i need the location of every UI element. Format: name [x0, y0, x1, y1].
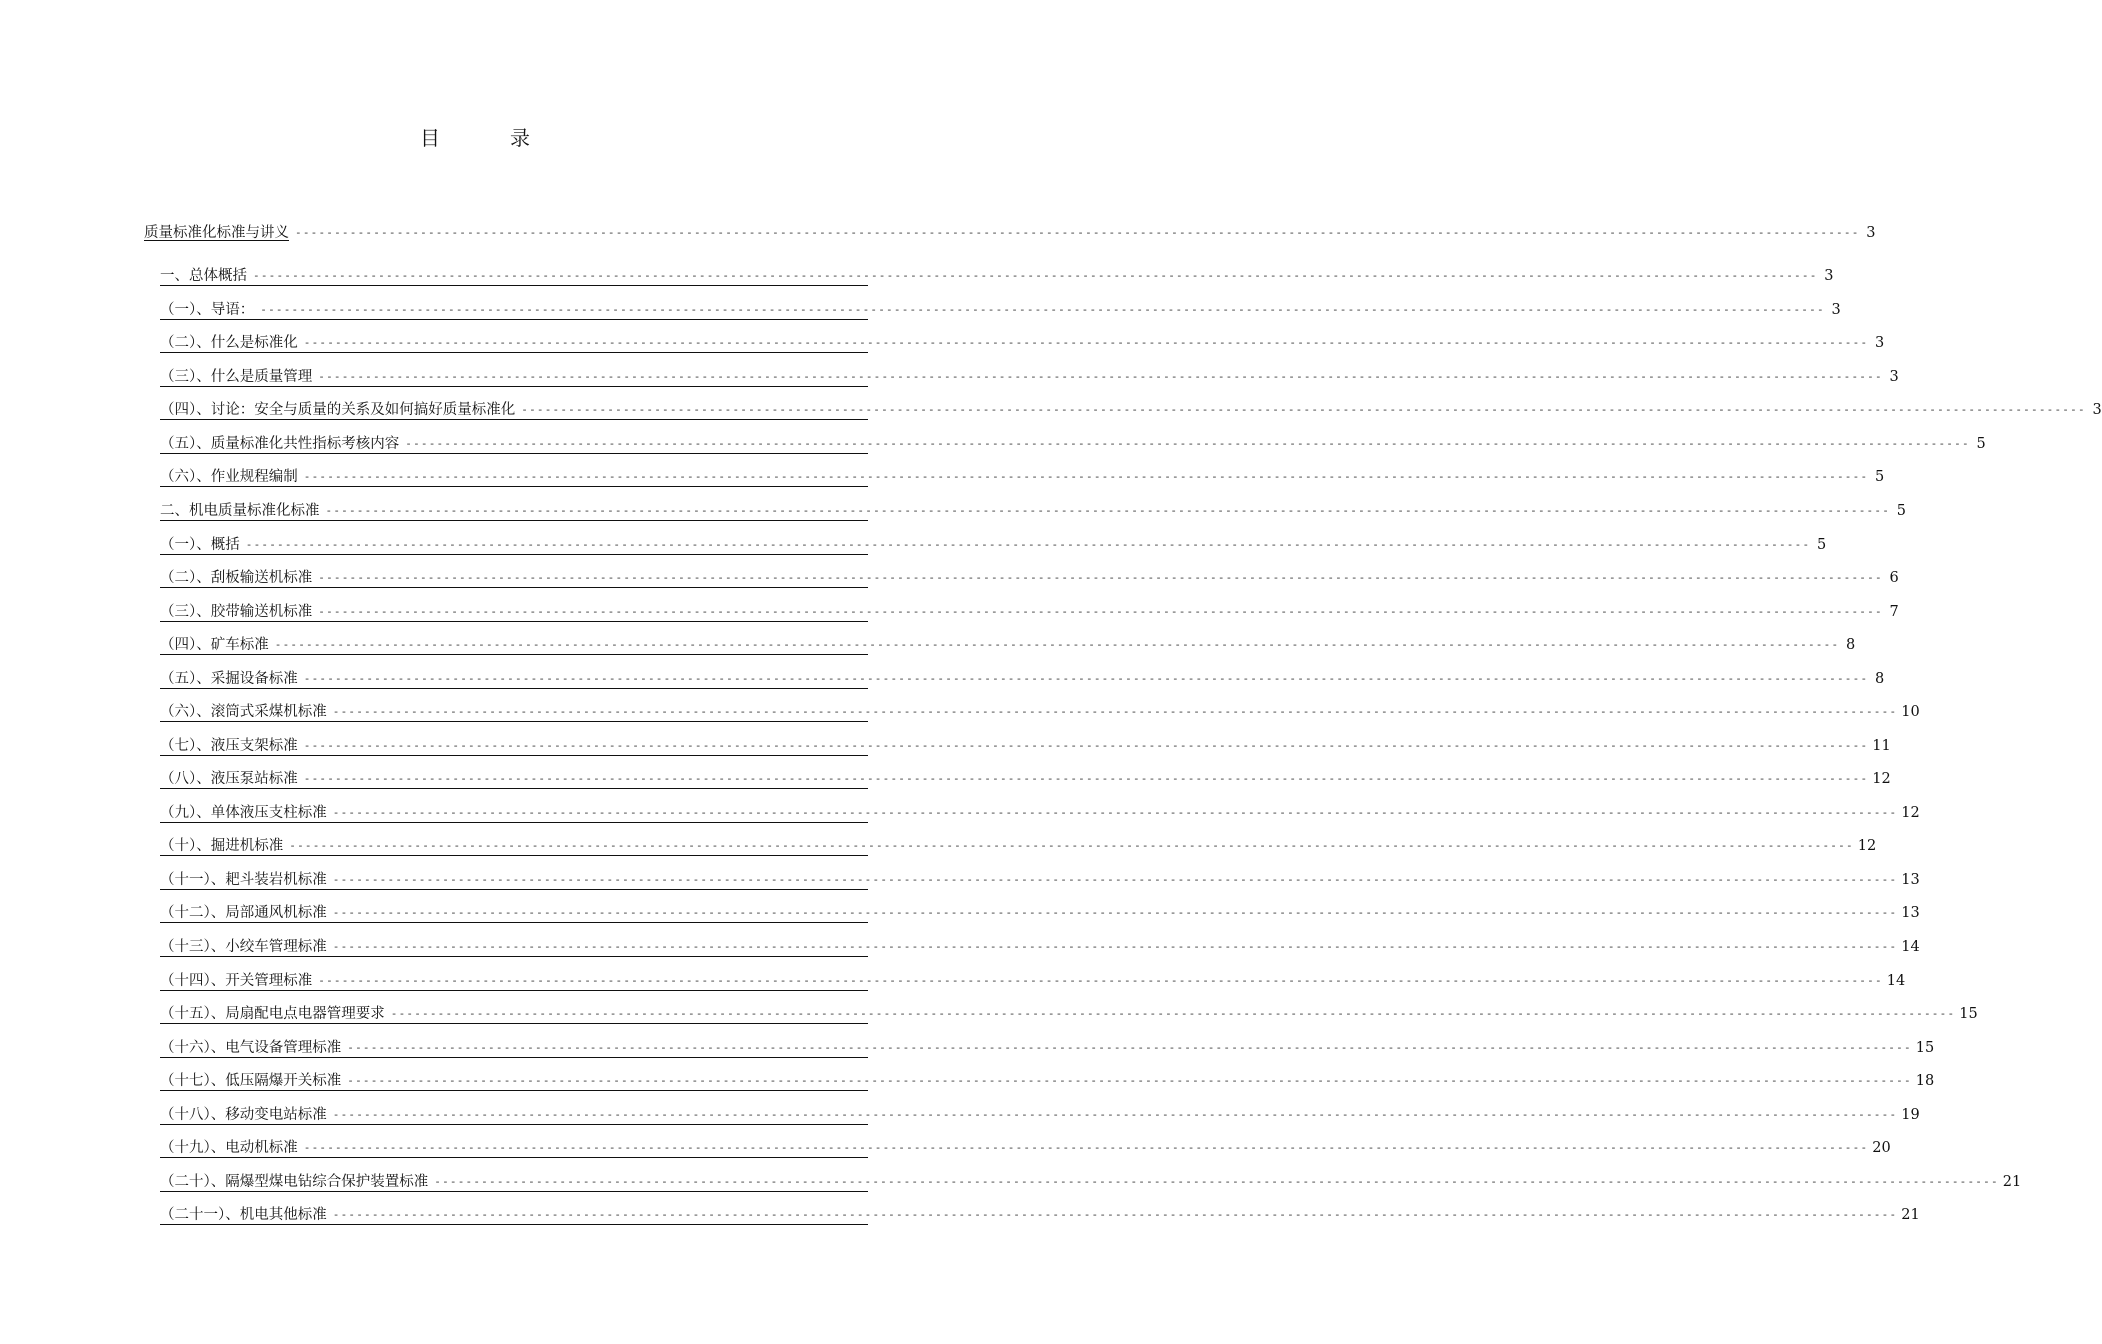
toc-leader-dashes: -------------------------------------------------------------------------------------------------------------------------------------------------------------------------------------------------------- — [289, 839, 1854, 852]
toc-entry-label: （七）、液压支架标准 — [160, 738, 298, 754]
toc-entry[interactable] — [160, 699, 1920, 722]
toc-entry-label: （四）、矿车标准 — [160, 637, 269, 653]
toc-entry[interactable] — [160, 1001, 1978, 1024]
toc-leader-dashes: -------------------------------------------------------------------------------------------------------------------------------------------------------------------------------------------------------- — [390, 1007, 1956, 1020]
toc-leader-dashes: -------------------------------------------------------------------------------------------------------------------------------------------------------------------------------------------------------- — [303, 470, 1869, 483]
toc-entry-label: （一）、概括 — [160, 537, 240, 553]
toc-page-number: 14 — [1886, 973, 1906, 989]
toc-page-number: 5 — [1875, 469, 1885, 485]
toc-entry[interactable] — [160, 532, 1827, 555]
toc-leader-dashes: -------------------------------------------------------------------------------------------------------------------------------------------------------------------------------------------------------- — [318, 571, 1883, 584]
toc-leader-dashes: -------------------------------------------------------------------------------------------------------------------------------------------------------------------------------------------------------- — [303, 672, 1869, 685]
toc-entry-label: （二十一）、机电其他标准 — [160, 1207, 327, 1223]
toc-entry-label: 二、机电质量标准化标准 — [160, 503, 320, 519]
toc-entry-label: 一、总体概括 — [160, 268, 247, 284]
toc-page-number: 5 — [1817, 537, 1827, 553]
toc-entry-label: （十三）、小绞车管理标准 — [160, 939, 327, 955]
toc-leader-dashes: -------------------------------------------------------------------------------------------------------------------------------------------------------------------------------------------------------- — [347, 1074, 1912, 1087]
toc-entry[interactable] — [160, 666, 1885, 689]
toc-entry[interactable] — [160, 867, 1920, 890]
toc-leader-dashes: -------------------------------------------------------------------------------------------------------------------------------------------------------------------------------------------------------- — [332, 705, 1898, 718]
toc-entry-label: （十八）、移动变电站标准 — [160, 1107, 327, 1123]
toc-entry-label: （九）、单体液压支柱标准 — [160, 805, 327, 821]
toc-page-number: 19 — [1901, 1107, 1920, 1123]
toc-page-number: 15 — [1915, 1040, 1935, 1056]
toc-leader-dashes: -------------------------------------------------------------------------------------------------------------------------------------------------------------------------------------------------------- — [332, 873, 1898, 886]
toc-leader-dashes: -------------------------------------------------------------------------------------------------------------------------------------------------------------------------------------------------------- — [332, 1108, 1898, 1121]
title-char-2: 录 — [510, 126, 530, 150]
toc-leader-dashes: -------------------------------------------------------------------------------------------------------------------------------------------------------------------------------------------------------- — [274, 638, 1840, 651]
toc-entry[interactable] — [160, 263, 1834, 286]
toc-entry[interactable] — [160, 1035, 1935, 1058]
toc-leader-dashes: -------------------------------------------------------------------------------------------------------------------------------------------------------------------------------------------------------- — [253, 269, 1818, 282]
toc-leader-dashes: -------------------------------------------------------------------------------------------------------------------------------------------------------------------------------------------------------- — [295, 226, 1860, 239]
toc-leader-dashes: -------------------------------------------------------------------------------------------------------------------------------------------------------------------------------------------------------- — [318, 370, 1883, 383]
toc-entry-label: （十七）、低压隔爆开关标准 — [160, 1073, 342, 1089]
toc-leader-dashes: -------------------------------------------------------------------------------------------------------------------------------------------------------------------------------------------------------- — [303, 1141, 1869, 1154]
toc-entry[interactable] — [160, 1102, 1920, 1125]
toc-page-number: 3 — [2092, 402, 2102, 418]
toc-page-number: 3 — [1889, 369, 1899, 385]
toc-entry[interactable] — [160, 1135, 1891, 1158]
toc-page-number: 21 — [1901, 1207, 1920, 1223]
toc-leader-dashes: -------------------------------------------------------------------------------------------------------------------------------------------------------------------------------------------------------- — [347, 1041, 1912, 1054]
toc-page-number: 12 — [1872, 771, 1891, 787]
toc-leader-dashes: -------------------------------------------------------------------------------------------------------------------------------------------------------------------------------------------------------- — [318, 974, 1883, 987]
toc-entry[interactable] — [160, 297, 1841, 320]
toc-page-number: 13 — [1901, 872, 1920, 888]
toc-page-number: 5 — [1976, 436, 1986, 452]
toc-page-number: 12 — [1857, 838, 1877, 854]
toc-page-number: 8 — [1846, 637, 1856, 653]
toc-entry[interactable] — [160, 1202, 1920, 1225]
toc-entry[interactable] — [160, 565, 1899, 588]
toc-page-number: 21 — [2002, 1174, 2022, 1190]
toc-entry-label: （八）、液压泵站标准 — [160, 771, 298, 787]
toc-entry-label: 质量标准化标准与讲义 — [144, 225, 289, 241]
toc-entry-label: （一）、导语： — [160, 302, 255, 318]
toc-entry[interactable] — [160, 968, 1906, 991]
toc-entry[interactable] — [160, 833, 1877, 856]
toc-entry[interactable] — [160, 397, 2102, 420]
toc-page-number: 10 — [1901, 704, 1920, 720]
toc-leader-dashes: -------------------------------------------------------------------------------------------------------------------------------------------------------------------------------------------------------- — [260, 303, 1825, 316]
toc-entry-label: （五）、质量标准化共性指标考核内容 — [160, 436, 400, 452]
toc-leader-dashes: -------------------------------------------------------------------------------------------------------------------------------------------------------------------------------------------------------- — [303, 739, 1869, 752]
toc-leader-dashes: -------------------------------------------------------------------------------------------------------------------------------------------------------------------------------------------------------- — [325, 504, 1891, 517]
toc-entry[interactable] — [160, 364, 1899, 387]
toc-page-number: 6 — [1889, 570, 1899, 586]
toc-leader-dashes: -------------------------------------------------------------------------------------------------------------------------------------------------------------------------------------------------------- — [332, 806, 1898, 819]
toc-entry-label: （十六）、电气设备管理标准 — [160, 1040, 342, 1056]
toc-leader-dashes: -------------------------------------------------------------------------------------------------------------------------------------------------------------------------------------------------------- — [318, 605, 1883, 618]
toc-entry[interactable] — [160, 464, 1885, 487]
toc-leader-dashes: -------------------------------------------------------------------------------------------------------------------------------------------------------------------------------------------------------- — [434, 1175, 1999, 1188]
toc-page-number: 7 — [1889, 604, 1899, 620]
toc-leader-dashes: -------------------------------------------------------------------------------------------------------------------------------------------------------------------------------------------------------- — [332, 940, 1898, 953]
toc-entry-label: （四）、讨论：安全与质量的关系及如何搞好质量标准化 — [160, 402, 516, 418]
toc-leader-dashes: -------------------------------------------------------------------------------------------------------------------------------------------------------------------------------------------------------- — [332, 906, 1898, 919]
toc-entry[interactable] — [160, 934, 1920, 957]
toc-leader-dashes: -------------------------------------------------------------------------------------------------------------------------------------------------------------------------------------------------------- — [405, 437, 1970, 450]
toc-entry[interactable] — [160, 766, 1891, 789]
toc-page-number: 8 — [1875, 671, 1885, 687]
title-char-1: 目 — [420, 126, 440, 150]
toc-entry[interactable] — [160, 1169, 2022, 1192]
toc-entry[interactable] — [160, 498, 1907, 521]
toc-entry-label: （十四）、开关管理标准 — [160, 973, 313, 989]
toc-entry[interactable] — [160, 632, 1856, 655]
toc-entry-label: （五）、采掘设备标准 — [160, 671, 298, 687]
toc-page-number: 18 — [1915, 1073, 1935, 1089]
page-title — [0, 122, 950, 151]
toc-page-number: 12 — [1901, 805, 1920, 821]
toc-entry-label: （十五）、局扇配电点电器管理要求 — [160, 1006, 385, 1022]
toc-entry[interactable] — [160, 800, 1920, 823]
toc-entry[interactable] — [144, 220, 1876, 242]
toc-entry[interactable] — [160, 330, 1885, 353]
toc-leader-dashes: -------------------------------------------------------------------------------------------------------------------------------------------------------------------------------------------------------- — [245, 538, 1811, 551]
toc-leader-dashes: -------------------------------------------------------------------------------------------------------------------------------------------------------------------------------------------------------- — [521, 403, 2086, 416]
toc-entry-label: （二）、什么是标准化 — [160, 335, 298, 351]
toc-entry-label: （六）、滚筒式采煤机标准 — [160, 704, 327, 720]
toc-page-number: 15 — [1959, 1006, 1978, 1022]
toc-entry-label: （三）、胶带输送机标准 — [160, 604, 313, 620]
toc-leader-dashes: -------------------------------------------------------------------------------------------------------------------------------------------------------------------------------------------------------- — [332, 1208, 1898, 1221]
toc-entry-label: （二十）、隔爆型煤电钻综合保护装置标准 — [160, 1174, 429, 1190]
toc-entry-label: （二）、刮板输送机标准 — [160, 570, 313, 586]
toc-page-number: 14 — [1901, 939, 1920, 955]
toc-entry-label: （十一）、耙斗装岩机标准 — [160, 872, 327, 888]
toc-entry-label: （十二）、局部通风机标准 — [160, 905, 327, 921]
toc-entry-label: （十）、掘进机标准 — [160, 838, 284, 854]
toc-entry-label: （十九）、电动机标准 — [160, 1140, 298, 1156]
toc-page-number: 3 — [1831, 302, 1841, 318]
toc-page-number: 5 — [1896, 503, 1907, 519]
toc-page-number: 3 — [1824, 268, 1834, 284]
toc-page-number: 11 — [1872, 738, 1891, 754]
toc-entry[interactable] — [160, 733, 1891, 756]
toc-entry[interactable] — [160, 599, 1899, 622]
toc-leader-dashes: -------------------------------------------------------------------------------------------------------------------------------------------------------------------------------------------------------- — [303, 772, 1869, 785]
toc-leader-dashes: -------------------------------------------------------------------------------------------------------------------------------------------------------------------------------------------------------- — [303, 336, 1869, 349]
toc-entry-label: （三）、什么是质量管理 — [160, 369, 313, 385]
toc-entry-label: （六）、作业规程编制 — [160, 469, 298, 485]
toc-entry[interactable] — [160, 900, 1920, 923]
toc-page-number: 13 — [1901, 905, 1920, 921]
toc-entry[interactable] — [160, 1068, 1935, 1091]
toc-page-number: 20 — [1872, 1140, 1891, 1156]
toc-page-number: 3 — [1875, 335, 1885, 351]
toc-entry[interactable] — [160, 431, 1986, 454]
toc-page-number: 3 — [1866, 225, 1876, 241]
